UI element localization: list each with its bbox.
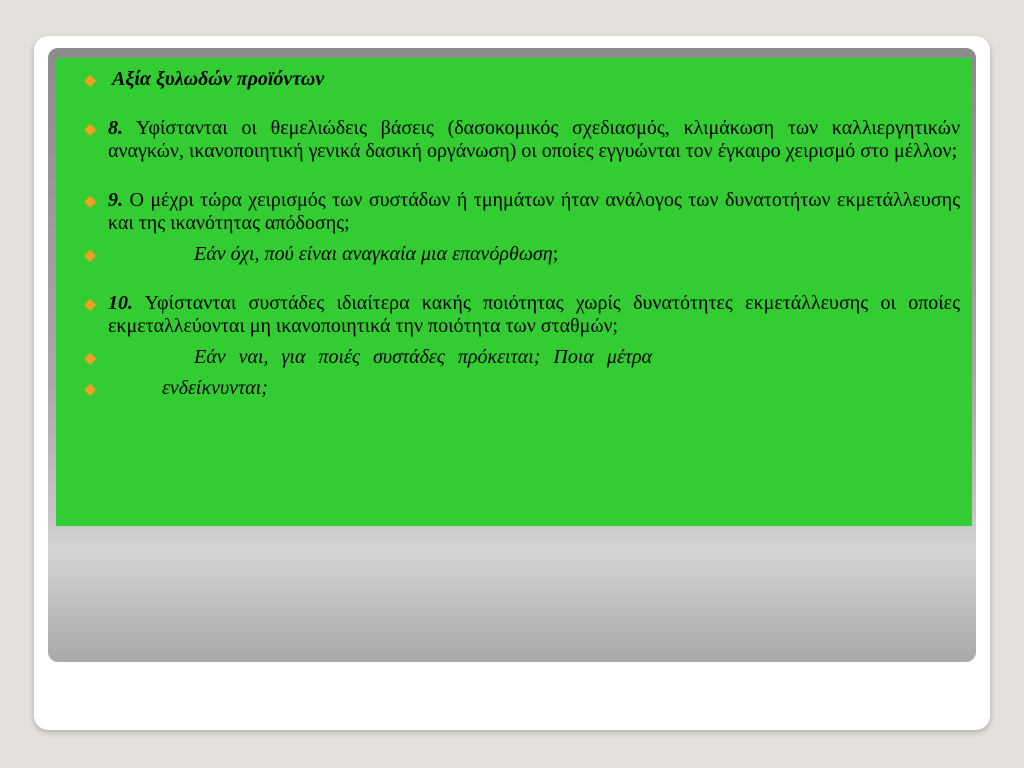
diamond-bullet-icon: ◆: [84, 72, 97, 89]
list-item-9-question: [84, 243, 960, 266]
item-number: 9.: [108, 189, 123, 211]
item-number: 10.: [108, 292, 133, 314]
list-item-8: [84, 117, 960, 163]
slide-title-item: [84, 68, 960, 91]
list-item-9: [84, 189, 960, 235]
diamond-bullet-icon: ◆: [84, 121, 97, 138]
item-italic-text: Εάν όχι, πού είναι αναγκαία μια επανόρθωση: [194, 243, 553, 265]
list-item-10-question-cont: [84, 377, 960, 400]
diamond-bullet-icon: ◆: [84, 193, 97, 210]
slide-frame: [34, 36, 990, 730]
item-italic-text: Εάν ναι, για ποιές συστάδες πρόκειται; Ποια μέτρα: [194, 346, 653, 368]
list-item-10: [84, 292, 960, 338]
item-text: Ο μέχρι τώρα χειρισμός των συστάδων ή τμημάτων ήταν ανάλογος των δυνατοτήτων εκμετάλλευσης και της ικανότητας απόδοσης;: [108, 189, 960, 234]
slide-title: Αξία ξυλωδών προϊόντων: [112, 68, 325, 90]
diamond-bullet-icon: ◆: [84, 247, 97, 264]
slide-panel: [48, 48, 976, 662]
item-suffix: ;: [552, 243, 559, 265]
diamond-bullet-icon: ◆: [84, 381, 97, 398]
item-number: 8.: [108, 117, 123, 139]
item-italic-text: ενδείκνυνται;: [162, 377, 268, 399]
list-item-10-question: [84, 346, 960, 369]
item-text: Υφίστανται συστάδες ιδιαίτερα κακής ποιότητας χωρίς δυνατότητες εκμετάλλευσης οι οποίες εκμεταλλεύονται μη ικανοποιητικά την ποιότητα των σταθμών;: [108, 292, 960, 337]
slide-content: [56, 58, 972, 526]
diamond-bullet-icon: ◆: [84, 296, 97, 313]
item-text: Υφίστανται οι θεμελιώδεις βάσεις (δασοκομικός σχεδιασμός, κλιμάκωση των καλλιεργητικών αναγκών, ικανοποιητική γενικά δασική οργάνωση) οι οποίες εγγυώνται τον έγκαιρο χειρισμό στο μέλλον;: [108, 117, 960, 162]
diamond-bullet-icon: ◆: [84, 350, 97, 367]
